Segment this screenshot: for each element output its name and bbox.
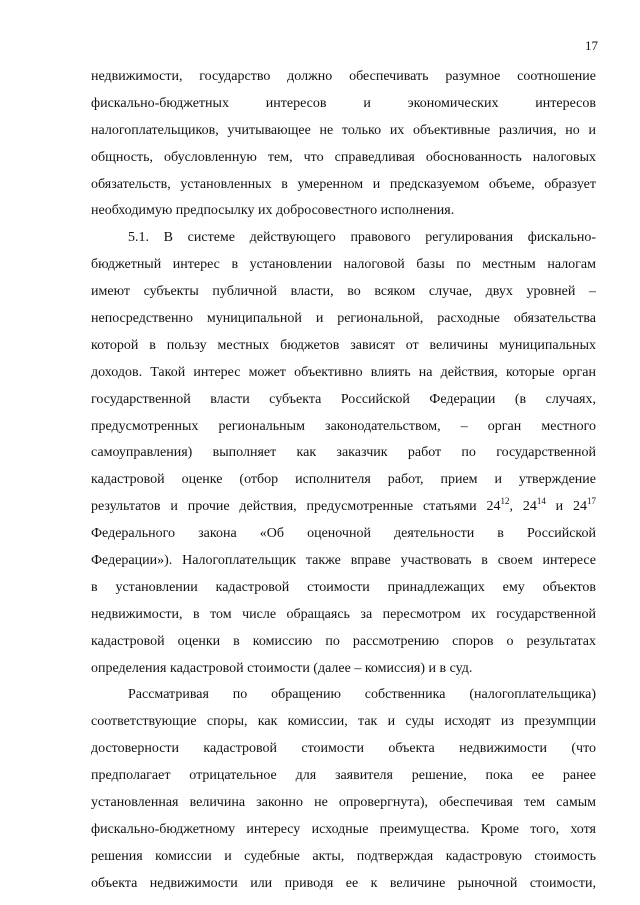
text-line: предусмотренных региональным законодательством, – орган местного xyxy=(91,418,596,434)
text-line: государственной власти субъекта Российской Федерации (в случаях, xyxy=(91,391,596,407)
page-number: 17 xyxy=(585,38,598,53)
text-line: в установлении кадастровой стоимости принадлежащих ему объектов xyxy=(91,579,596,595)
text-line: объекта недвижимости или приводя ее к величине рыночной стоимости, xyxy=(91,875,596,891)
text-line: Рассматривая по обращению собственника (налогоплательщика) xyxy=(128,687,596,703)
article-number: 24 xyxy=(486,499,501,515)
text-fragment: результатов и прочие действия, предусмотренные статьями xyxy=(91,499,487,515)
text-line: бюджетный интерес в установлении налоговой базы по местным налогам xyxy=(91,257,596,273)
text-line: достоверности кадастровой стоимости объекта недвижимости (что xyxy=(91,741,596,757)
text-line: доходов. Такой интерес может объективно влиять на действия, которые орган xyxy=(91,364,596,380)
text-line: необходимую предпосылку их добросовестного исполнения. xyxy=(91,203,455,219)
text-line: фискально-бюджетному интересу исходные преимущества. Кроме того, хотя xyxy=(91,821,596,837)
text-line: Федерации»). Налогоплательщик также вправе участвовать в своем интересе xyxy=(91,553,596,569)
text-line: имеют субъекты публичной власти, во всяком случае, двух уровней – xyxy=(91,284,596,300)
article-superscript: 12 xyxy=(500,496,510,507)
text-line: обязательств, установленных в умеренном и предсказуемом объеме, образует xyxy=(91,176,596,192)
separator: и xyxy=(545,499,574,515)
article-number: 24 xyxy=(573,499,588,515)
text-line: Федерального закона «Об оценочной деятельности в Российской xyxy=(91,526,596,542)
separator: , xyxy=(509,499,523,515)
text-line: решения комиссии и судебные акты, подтверждая кадастровую стоимость xyxy=(91,848,596,864)
text-line: определения кадастровой стоимости (далее – комиссия) и в суд. xyxy=(91,660,473,676)
text-line: установленная величина законно не опровергнута), обеспечивая тем самым xyxy=(91,795,596,811)
text-line: самоуправления) выполняет как заказчик работ по государственной xyxy=(91,445,596,461)
document-body xyxy=(91,64,596,898)
article-superscript: 17 xyxy=(587,496,596,507)
text-line: соответствующие споры, как комиссии, так и суды исходят из презумпции xyxy=(91,714,596,730)
text-line: налогоплательщиков, учитывающее не только их объективные различия, но и xyxy=(91,122,596,138)
text-line-with-articles xyxy=(91,494,596,521)
text-line: недвижимости, государство должно обеспечивать разумное соотношение xyxy=(91,69,596,84)
text-line: 5.1. В системе действующего правового регулирования фискально- xyxy=(128,230,596,246)
text-line: кадастровой оценке (отбор исполнителя работ, прием и утверждение xyxy=(91,472,596,488)
text-line: непосредственно муниципальной и региональной, расходные обязательства xyxy=(91,311,596,327)
text-line: кадастровой оценки в комиссию по рассмотрению споров о результатах xyxy=(91,633,596,649)
text-line: общность, обусловленную тем, что справедливая обоснованность налоговых xyxy=(91,149,596,165)
article-number: 24 xyxy=(522,499,537,515)
text-line: фискально-бюджетных интересов и экономических интересов xyxy=(91,95,596,111)
text-line: которой в пользу местных бюджетов зависят от величины муниципальных xyxy=(91,337,596,353)
text-line: недвижимости, в том числе обращаясь за пересмотром их государственной xyxy=(91,606,596,622)
article-superscript: 14 xyxy=(536,496,546,507)
text-line: предполагает отрицательное для заявителя решение, пока ее ранее xyxy=(91,768,596,784)
